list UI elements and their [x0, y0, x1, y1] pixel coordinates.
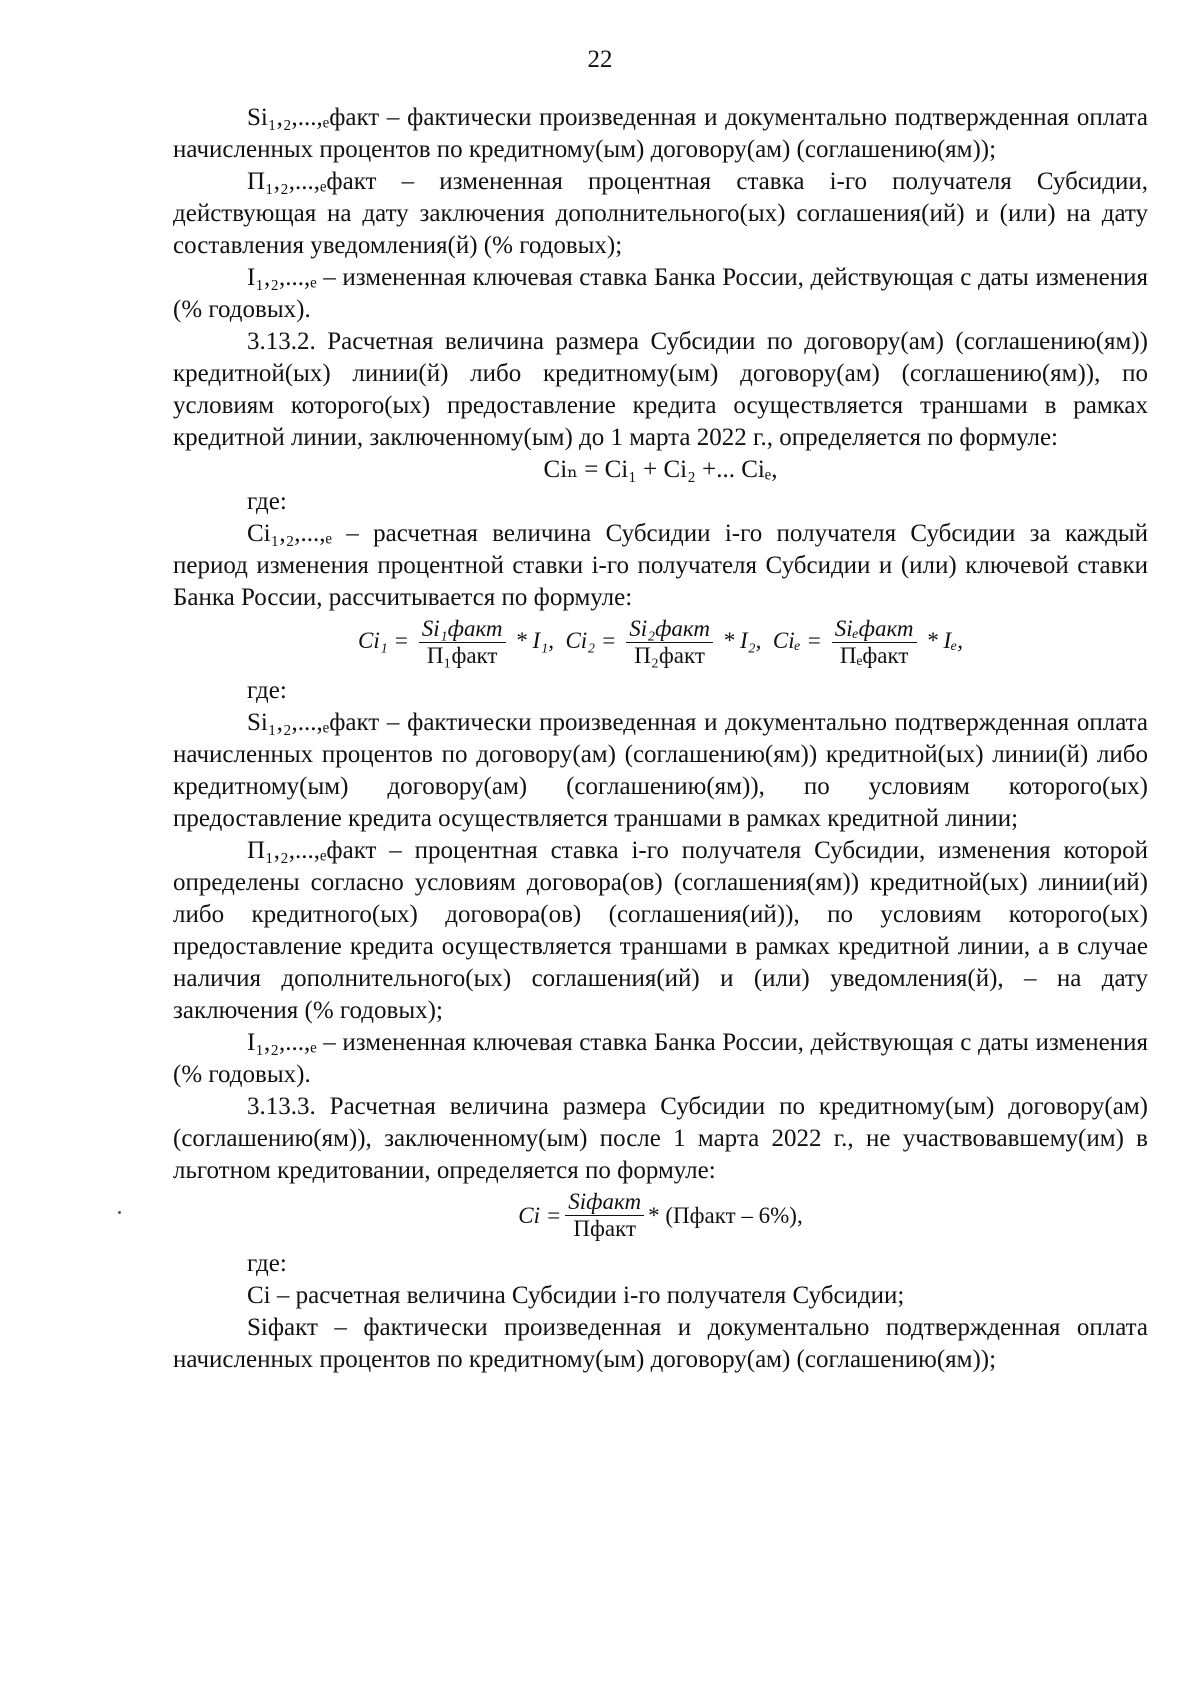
fraction: $\frac{\text{Si₂факт}}{\text{П₂факт}}$	[626, 616, 713, 669]
fraction: $\frac{\text{Siфакт}}{\text{Пфакт}}$	[565, 1189, 644, 1242]
formula-term-2: Ci₂ = $\frac{\text{Si₂факт}}{\text{П₂факт}}$ * I₂,	[565, 616, 762, 668]
clause-3-13-2: 3.13.2. Расчетная величина размера Субсидии по договору(ам) (соглашению(ям)) кредитной(ых) линии(й) либо кредитному(ым) договору(ам) (соглашению(ям)), по условиям которого(ых) предоставление кредита осуществляется траншами в рамках кредитной линии, заключенному(ым) до 1 марта 2022 г., определяется по формуле:	[173, 328, 1148, 451]
definition-ci-period: Ci₁,₂,...,ₑ – расчетная величина Субсидии i-го получателя Субсидии за каждый период изменения процентной ставки i-го получателя Субсидии и (или) ключевой ставки Банка России, рассчитывается по формуле:	[173, 520, 1148, 611]
definition-p-fact: П₁,₂,...,ₑфакт – измененная процентная ставка i-го получателя Субсидии, действующая на дату заключения дополнительного(ых) соглашения(ий) и (или) на дату составления уведомления(й) (% годовых);	[173, 168, 1148, 259]
definition-si-fact-tranche: Si₁,₂,...,ₑфакт – фактически произведенная и документально подтвержденная оплата начисленных процентов по договору(ам) (соглашению(ям)) кредитной(ых) линии(й) либо кредитному(ым) договору(ам) (соглашению(ям)), по условиям которого(ых) предоставление кредита осуществляется траншами в рамках кредитной линии;	[173, 709, 1148, 832]
page-number: 22	[587, 46, 613, 73]
fraction: $\frac{\text{Siₑфакт}}{\text{Пₑфакт}}$	[832, 616, 917, 669]
definition-ci: Ci – расчетная величина Субсидии i-го получателя Субсидии;	[247, 1282, 905, 1309]
formula-ci-terms	[173, 616, 1148, 669]
clause-3-13-3: 3.13.3. Расчетная величина размера Субсидии по кредитному(ым) договору(ам) (соглашению(ям)), заключенному(ым) после 1 марта 2022 г., не участвовавшему(им) в льготном кредитовании, определяется по формуле:	[173, 1093, 1148, 1184]
formula-term-1: Ci₁ = $\frac{\text{Si₁факт}}{\text{П₁факт}}$ * I₁,	[358, 616, 554, 668]
formula-term-3: Ciₑ = $\frac{\text{Siₑфакт}}{\text{Пₑфакт}}$ * Iₑ,	[772, 616, 963, 668]
fraction: $\frac{\text{Si₁факт}}{\text{П₁факт}}$	[419, 616, 506, 669]
definition-i-key-rate: I₁,₂,...,ₑ – измененная ключевая ставка Банка России, действующая с даты изменения (% годовых).	[173, 264, 1148, 323]
where-label: где:	[247, 488, 287, 515]
where-label: где:	[247, 1250, 287, 1277]
definition-si-fact: Si₁,₂,...,ₑфакт – фактически произведенная и документально подтвержденная оплата начисленных процентов по кредитному(ым) договору(ам) (соглашению(ям));	[173, 104, 1148, 163]
formula-ci-sum: Ciₙ = Ci₁ + Ci₂ +... Ciₑ,	[543, 456, 778, 483]
scan-speck	[118, 1211, 121, 1214]
document-body	[173, 102, 1148, 1376]
where-label: где:	[247, 677, 287, 704]
definition-si-fact-2: Siфакт – фактически произведенная и документально подтвержденная оплата начисленных процентов по кредитному(ым) договору(ам) (соглашению(ям));	[173, 1314, 1148, 1373]
definition-p-fact-tranche: П₁,₂,...,ₑфакт – процентная ставка i-го получателя Субсидии, изменения которой определены согласно условиям договора(ов) (соглашения(ям)) кредитной(ых) линии(ий) либо кредитного(ых) договора(ов) (соглашения(ий)), по условиям которого(ых) предоставление кредита осуществляется траншами в рамках кредитной линии, а в случае наличия дополнительного(ых) соглашения(ий) и (или) уведомления(й), – на дату заключения (% годовых);	[173, 837, 1148, 1024]
definition-i-key-rate-2: I₁,₂,...,ₑ – измененная ключевая ставка Банка России, действующая с даты изменения (% годовых).	[173, 1029, 1148, 1088]
formula-ci-single: Ci = $\frac{\text{Siфакт}}{\text{Пфакт}}$ * (Пфакт – 6%),	[518, 1189, 803, 1241]
